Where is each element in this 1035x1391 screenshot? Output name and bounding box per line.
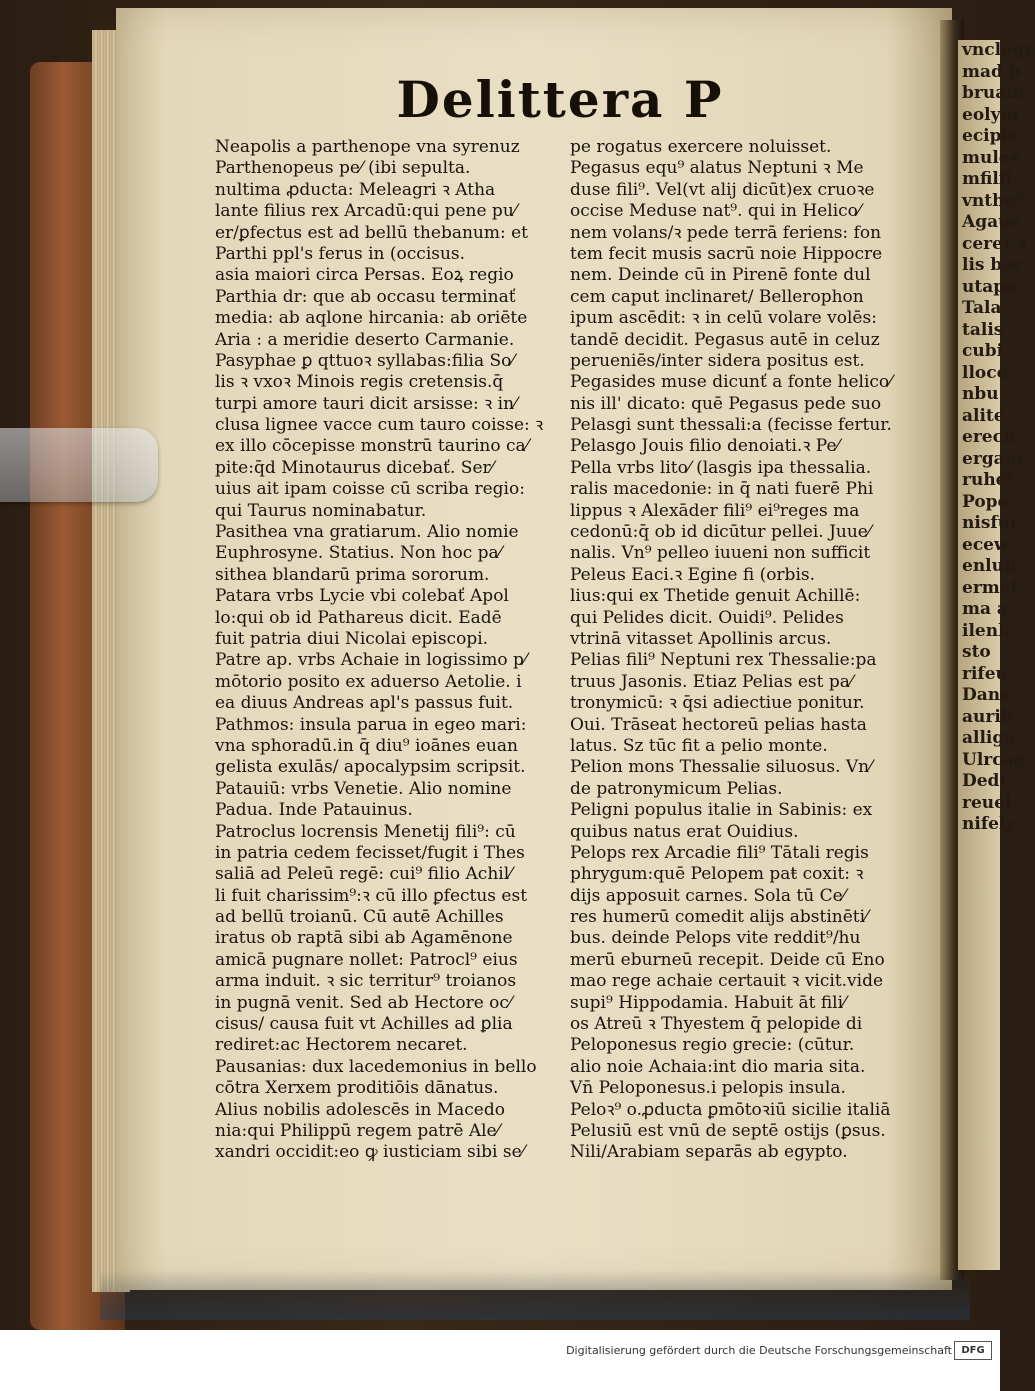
text-line: qui Taurus nominabatur.: [215, 500, 427, 521]
text-line: xandri occidit:eo ꝙ iusticiam sibi se⁄: [215, 1142, 525, 1163]
text-line: Pasithea vna gratiarum. Alio nomie: [215, 522, 519, 543]
text-line: supi⁹ Hippodamia. Habuit āt fili⁄: [570, 992, 846, 1013]
text-line: arma induit. ꝛ sic territur⁹ troianos: [215, 971, 517, 992]
text-line: perueniēs/inter sidera positus est.: [570, 350, 865, 371]
text-line: Popo: [962, 491, 1009, 512]
text-line: clusa lignee vacce cum tauro coisse: ꝛ: [215, 415, 544, 436]
text-line: vnthe⁹: [962, 190, 1023, 211]
text-line: turpi amore tauri dicit arsisse: ꝛ in⁄: [215, 393, 517, 414]
text-line: Pegasides muse dicunť a fonte helico⁄: [570, 372, 893, 393]
text-line: Patre ap. vrbs Achaie in logissimo p⁄: [215, 650, 527, 671]
text-line: Peloꝛ⁹ o.ꝓducta ꝑmōtoꝛiū sicilie italiā: [570, 1099, 891, 1120]
text-line: alliga: [962, 728, 1016, 748]
text-line: iratus ob raptā sibi ab Agamēnone: [215, 928, 513, 949]
text-line: pite:q̄d Minotaurus dicebať. Ser⁄: [215, 457, 494, 478]
text-line: cem caput inclinaret/ Bellerophon: [570, 286, 864, 307]
text-line: saliā ad Peleū regē: cui⁹ filio Achil⁄: [215, 864, 512, 885]
text-line: vna sphoradū.in q̄ diu⁹ ioānes euan: [215, 735, 518, 756]
text-line: nalis. Vn⁹ pelleo iuueni non sufficit: [570, 543, 871, 564]
text-line: ceret a: [962, 233, 1028, 254]
text-line: sithea blandarū prima sororum.: [215, 564, 490, 585]
text-line: ermel: [962, 577, 1018, 598]
text-line: Agaue: [962, 212, 1022, 232]
text-line: Pausanias: dux lacedemonius in bello: [215, 1056, 537, 1077]
text-line: er/ꝑfectus est ad bellū thebanum: et: [215, 222, 528, 243]
text-line: reuel: [962, 792, 1012, 813]
left-text-column: [215, 137, 565, 1164]
text-line: occise Meduse nat⁹. qui in Helico⁄: [570, 201, 861, 222]
text-line: rifeu: [962, 663, 1008, 684]
text-line: ecipie: [962, 126, 1019, 146]
page-weight-ruler: [0, 428, 158, 502]
text-line: Patara vrbs Lycie vbi colebať Apol: [215, 586, 509, 607]
text-line: mad b: [962, 61, 1021, 82]
text-line: in pugnā venit. Sed ab Hectore oc⁄: [215, 992, 512, 1013]
text-line: lis ꝛ vxoꝛ Minois regis cretensis.q̄: [215, 372, 504, 393]
text-line: Alius nobilis adolescēs in Macedo: [215, 1099, 505, 1120]
text-line: lis bac: [962, 255, 1024, 275]
text-line: uius ait ipam coisse cū scriba regio:: [215, 479, 525, 500]
right-text-column: [570, 137, 930, 1164]
text-line: pe rogatus exercere noluisset.: [570, 137, 832, 157]
text-line: Peloponesus regio grecie: (cūtur.: [570, 1035, 855, 1056]
text-line: Pelusiū est vnū de septē ostijs (ꝑsus.: [570, 1120, 886, 1141]
text-line: sto: [962, 642, 991, 662]
text-line: Dana: [962, 685, 1012, 705]
text-line: gelista exulās/ apocalypsim scripsit.: [215, 757, 526, 778]
text-line: nis ill' dicato: quē Pegasus pede suo: [570, 393, 882, 414]
text-line: Peleus Eaci.ꝛ Egine fi (orbis.: [570, 564, 816, 585]
text-line: Oui. Trāseat hectoreū pelias hasta: [570, 714, 867, 735]
text-line: Parthia dr: que ab occasu terminať: [215, 286, 516, 307]
text-line: tem fecit musis sacrū noie Hippocre: [570, 243, 883, 264]
text-line: qui Pelides dicit. Ouidi⁹. Pelides: [570, 607, 844, 628]
text-line: ma a: [962, 599, 1008, 619]
text-line: Pegasus equ⁹ alatus Neptuni ꝛ Me: [570, 158, 864, 179]
text-line: Neapolis a parthenope vna syrenuz: [215, 137, 520, 157]
next-page-edge: [958, 40, 1035, 1270]
text-line: utapo: [962, 276, 1017, 297]
text-line: alio noie Achaia:int dio maria sita.: [570, 1056, 866, 1077]
text-line: mao rege achaie certauit ꝛ vicit.vide: [570, 971, 884, 992]
text-line: lippus ꝛ Alexāder fili⁹ ei⁹reges ma: [570, 500, 860, 521]
text-line: Nili/Arabiam separās ab egypto.: [570, 1142, 848, 1163]
text-line: lo:qui ob id Pathareus dicit. Eadē: [215, 607, 502, 628]
text-line: Aria : a meridie deserto Carmanie.: [215, 329, 515, 350]
text-line: ralis macedonie: in q̄ nati fuerē Phi: [570, 479, 874, 500]
text-line: nifely: [962, 814, 1016, 834]
text-line: ecew: [962, 534, 1009, 555]
text-line: cisus/ causa fuit vt Achilles ad ꝑlia: [215, 1014, 513, 1035]
text-line: latus. Sz tūc fit a pelio monte.: [570, 735, 828, 756]
text-line: nultima ꝓducta: Meleagri ꝛ Atha: [215, 179, 496, 200]
text-line: ex illo cōcepisse monstrū taurino ca⁄: [215, 436, 529, 457]
text-line: Pelasgo Jouis filio denoiati.ꝛ Pe⁄: [570, 436, 840, 457]
text-line: li fuit charissim⁹:ꝛ cū illo ꝑfectus est: [215, 885, 528, 906]
text-line: tandē decidit. Pegasus autē in celuz: [570, 329, 880, 350]
text-line: truus Jasonis. Etiaz Pelias est pa⁄: [570, 671, 853, 692]
text-line: cubi: [962, 341, 1004, 361]
footer-bar: [0, 1330, 1000, 1391]
text-line: eolym: [962, 104, 1019, 125]
text-line: Parthenopeus pe⁄ (ibi sepulta.: [215, 158, 471, 179]
text-line: ergam: [962, 448, 1023, 469]
text-line: nisfui: [962, 513, 1017, 533]
text-line: Pella vrbs lito⁄ (lasgis ipa thessalia.: [570, 457, 872, 478]
text-line: rediret:ac Hectorem necaret.: [215, 1035, 468, 1056]
text-line: erecn: [962, 427, 1016, 447]
text-line: res humerū comedit alijs abstinēti⁄: [570, 907, 868, 928]
text-line: Euphrosyne. Statius. Non hoc pa⁄: [215, 543, 502, 564]
page-heading: Delittera P: [396, 70, 724, 129]
text-line: Tala: [962, 298, 1002, 318]
text-line: de patronymicum Pelias.: [570, 778, 783, 799]
text-line: ea diuus Andreas apl's passus fuit.: [215, 693, 514, 714]
text-line: ipum ascēdit: ꝛ in celū volare volēs:: [570, 308, 877, 329]
text-line: enlup: [962, 556, 1016, 576]
page-shadow: [100, 1270, 970, 1320]
text-line: duse fili⁹. Vel(vt alij dicūt)ex cruoꝛe: [570, 179, 875, 200]
text-line: ad bellū troianū. Cū autē Achilles: [215, 907, 504, 928]
text-line: Patroclus locrensis Menetij fili⁹: cū: [215, 821, 516, 842]
text-line: amicā pugnare nollet: Patrocl⁹ eius: [215, 949, 518, 970]
text-line: cedonū:q̄ ob id dicūtur pellei. Juue⁄: [570, 522, 871, 543]
text-line: asia maiori circa Persas. Eoꝝ regio: [215, 265, 514, 286]
text-line: os Atreū ꝛ Thyestem q̄ pelopide di: [570, 1014, 863, 1035]
text-line: mules: [962, 147, 1020, 168]
text-line: Dedi: [962, 771, 1006, 791]
text-line: dijs apposuit carnes. Sola tū Ce⁄: [570, 885, 846, 906]
dfg-logo: DFG: [954, 1341, 992, 1360]
text-line: Pelion mons Thessalie siluosus. Vn⁄: [570, 757, 872, 778]
text-line: Pathmos: insula parua in egeo mari:: [215, 714, 527, 735]
text-line: Patauiū: vrbs Venetie. Alio nomine: [215, 778, 512, 799]
text-line: mfilit: [962, 169, 1014, 189]
text-line: nem volans/ꝛ pede terrā feriens: fon: [570, 222, 882, 243]
text-line: bruaui: [962, 83, 1026, 103]
text-line: phrygum:quē Pelopem paŧ coxit: ꝛ: [570, 864, 864, 885]
text-line: nbu: [962, 384, 999, 404]
text-line: Ulrcac: [962, 749, 1024, 770]
text-line: mōtorio posito ex aduerso Aetolie. i: [215, 671, 522, 692]
text-line: media: ab aqlone hircania: ab oriēte: [215, 308, 528, 329]
text-line: merū eburneū recepit. Deide cū Eno: [570, 949, 885, 970]
text-line: Peligni populus italie in Sabinis: ex: [570, 800, 873, 821]
text-line: cōtra Xerxem proditiōis dānatus.: [215, 1078, 499, 1099]
text-line: lante filius rex Arcadū:qui pene pu⁄: [215, 201, 517, 222]
text-line: nia:qui Philippū regem patrē Ale⁄: [215, 1120, 500, 1141]
text-line: Pelasgi sunt thessali:a (fecisse fertur.: [570, 415, 892, 436]
next-page-text: [958, 40, 1035, 836]
text-line: Pelias fili⁹ Neptuni rex Thessalie:pa: [570, 650, 877, 671]
text-line: lius:qui ex Thetide genuit Achillē:: [570, 586, 861, 607]
text-line: Pasyphae ꝑ qttuoꝛ syllabas:filia So⁄: [215, 350, 515, 371]
text-line: Vn̄ Peloponesus.i pelopis insula.: [570, 1078, 846, 1099]
text-line: Padua. Inde Patauinus.: [215, 800, 413, 821]
text-line: bus. deinde Pelops vite reddit⁹/hu: [570, 928, 861, 949]
text-line: vtrinā vitasset Apollinis arcus.: [570, 628, 832, 649]
text-line: Parthi ppl's ferus in (occisus.: [215, 243, 466, 264]
text-line: ruhe⁹: [962, 470, 1014, 490]
text-line: Pelops rex Arcadie fili⁹ Tātali regis: [570, 842, 869, 863]
text-line: talis: [962, 319, 1004, 340]
text-line: aurib: [962, 706, 1013, 727]
text-line: in patria cedem fecisset/fugit i Thes: [215, 842, 525, 863]
text-line: quibus natus erat Ouidius.: [570, 821, 799, 842]
text-line: alite: [962, 405, 1005, 426]
text-line: lloco: [962, 362, 1008, 383]
text-line: tronymicū: ꝛ q̄si adiectiue ponitur.: [570, 693, 865, 714]
footer-credit: Digitalisierung gefördert durch die Deutsche Forschungsgemeinschaft: [566, 1344, 952, 1357]
text-line: vncloge: [962, 40, 1035, 60]
text-line: ilenh: [962, 620, 1011, 641]
text-line: fuit patria diui Nicolai episcopi.: [215, 628, 489, 649]
text-line: nem. Deinde cū in Pirenē fonte dul: [570, 265, 871, 286]
